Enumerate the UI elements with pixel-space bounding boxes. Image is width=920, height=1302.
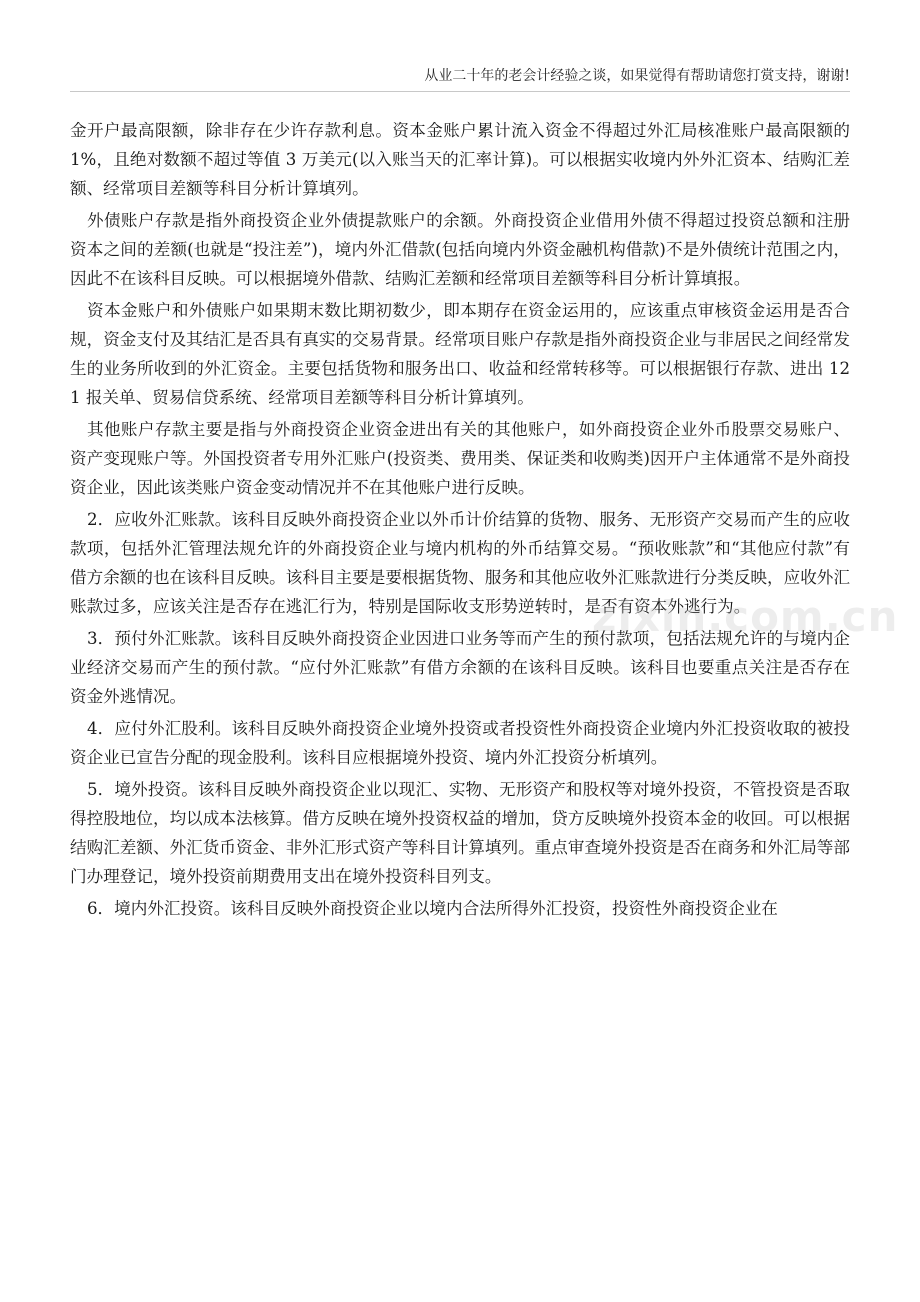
watermark: zixin.com.cn xyxy=(592,592,899,641)
paragraph-2: 外债账户存款是指外商投资企业外债提款账户的余额。外商投资企业借用外债不得超过投资总额和注册资本之间的差额(也就是“投注差”)，境内外汇借款(包括向境内外资金融机构借款)不是外债统计范围之内，因此不在该科目反映。可以根据境外借款、结购汇差额和经常项目差额等科目分析计算填报。 xyxy=(70,211,850,288)
paragraph-1: 金开户最高限额，除非存在少许存款利息。资本金账户累计流入资金不得超过外汇局核准账户最高限额的 1%，且绝对数额不超过等值 3 万美元(以入账当天的汇率计算)。可以根据实收境内外外汇资本、结购汇差额、经常项目差额等科目分析计算填列。 xyxy=(70,121,850,198)
paragraph-6: 3．预付外汇账款。该科目反映外商投资企业因进口业务等而产生的预付款项，包括法规允许的与境内企业经济交易而产生的预付款。“应付外汇账款”有借方余额的在该科目反映。该科目也要重点关注是否存在资金外逃情况。 xyxy=(70,629,850,706)
paragraph-7: 4．应付外汇股利。该科目反映外商投资企业境外投资或者投资性外商投资企业境内外汇投资收取的被投资企业已宣告分配的现金股利。该科目应根据境外投资、境内外汇投资分析填列。 xyxy=(70,719,850,767)
paragraph-4: 其他账户存款主要是指与外商投资企业资金进出有关的其他账户，如外商投资企业外币股票交易账户、资产变现账户等。外国投资者专用外汇账户(投资类、费用类、保证类和收购类)因开户主体通常不是外商投资企业，因此该类账户资金变动情况并不在其他账户进行反映。 xyxy=(70,420,850,497)
paragraph-8: 5．境外投资。该科目反映外商投资企业以现汇、实物、无形资产和股权等对境外投资，不管投资是否取得控股地位，均以成本法核算。借方反映在境外投资权益的增加，贷方反映境外投资本金的收回。可以根据结购汇差额、外汇货币资金、非外汇形式资产等科目计算填列。重点审查境外投资是否在商务和外汇局等部门办理登记，境外投资前期费用支出在境外投资科目列支。 xyxy=(70,780,850,886)
document-body xyxy=(70,116,850,926)
paragraph-5: 2．应收外汇账款。该科目反映外商投资企业以外币计价结算的货物、服务、无形资产交易而产生的应收款项，包括外汇管理法规允许的外商投资企业与境内机构的外币结算交易。“预收账款”和“其他应付款”有借方余额的也在该科目反映。该科目主要是要根据货物、服务和其他应收外汇账款进行分类反映，应收外汇账款过多，应该关注是否存在逃汇行为，特别是国际收支形势逆转时，是否有资本外逃行为。 xyxy=(70,510,850,616)
paragraph-3: 资本金账户和外债账户如果期末数比期初数少，即本期存在资金运用的，应该重点审核资金运用是否合规，资金支付及其结汇是否具有真实的交易背景。经常项目账户存款是指外商投资企业与非居民之间经常发生的业务所收到的外汇资金。主要包括货物和服务出口、收益和经常转移等。可以根据银行存款、进出 121 报关单、贸易信贷系统、经常项目差额等科目分析计算填列。 xyxy=(70,301,850,407)
paragraph-9: 6．境内外汇投资。该科目反映外商投资企业以境内合法所得外汇投资，投资性外商投资企业在 xyxy=(87,899,778,918)
page-header: 从业二十年的老会计经验之谈，如果觉得有帮助请您打赏支持，谢谢! xyxy=(70,66,850,92)
